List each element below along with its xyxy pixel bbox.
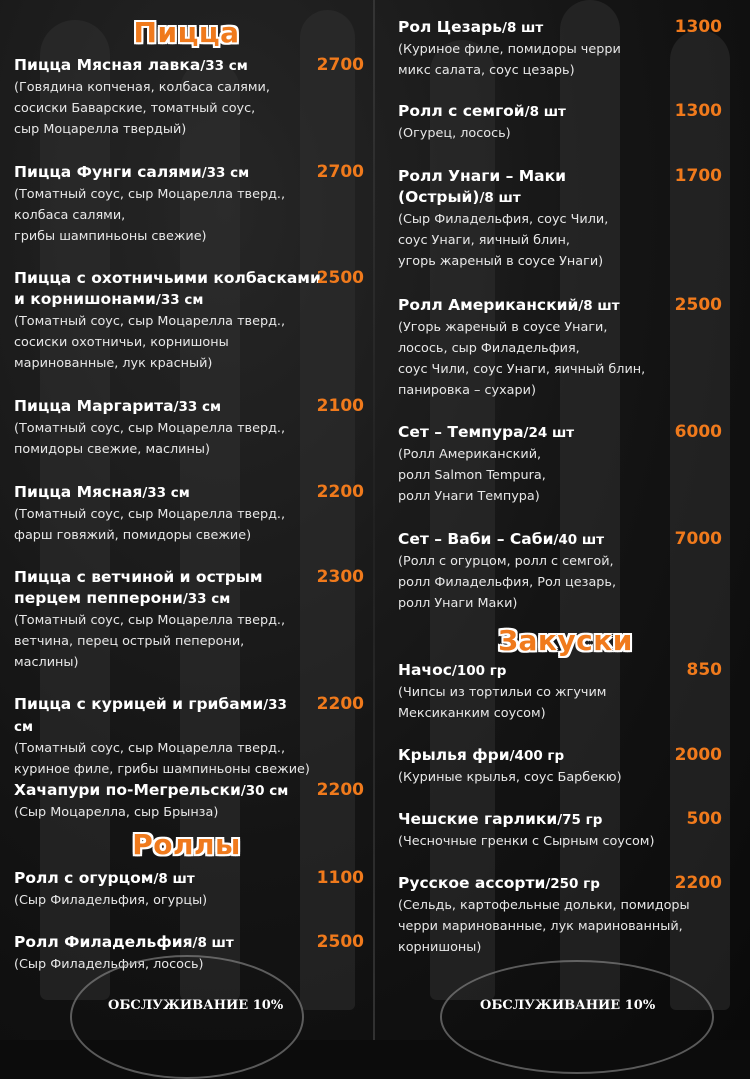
item-desc-line: куриное филе, грибы шампиньоны свежие) [14,762,310,777]
service-charge-right: ОБСЛУЖИВАНИЕ 10% [480,998,656,1013]
item-desc-line: маслины) [14,655,79,670]
item-price: 2000 [674,745,722,765]
item-desc-line: лосось, сыр Филадельфия, [398,341,580,356]
item-desc-line: ветчина, перец острый пеперони, [14,634,245,649]
menu-item [14,694,364,780]
item-price: 2300 [316,567,364,587]
item-unit: /8 шт [192,935,234,951]
item-desc-line: ролл Унаги Темпура) [398,489,540,504]
item-unit: /33 см [142,485,190,501]
item-desc-line: Мексиканким соусом) [398,706,546,721]
item-price: 2500 [316,932,364,952]
item-name: Крылья фри [398,746,510,764]
item-name: Ролл Филадельфия [14,933,193,951]
item-name: Русское ассорти [398,874,546,892]
item-unit: /75 гр [557,812,603,828]
item-desc-line: (Куриное филе, помидоры черри [398,42,621,57]
item-desc-line: колбаса салями, [14,208,126,223]
menu-item [14,780,364,823]
item-desc-line: (Томатный соус, сыр Моцарелла тверд., [14,741,286,756]
item-name: Сет – Темпура [398,423,524,441]
menu-item [398,745,722,788]
item-desc-line: угорь жареный в соусе Унаги) [398,254,604,269]
menu-item [14,268,364,374]
item-unit: /8 шт [578,298,620,314]
item-desc-line: корнишоны) [398,940,482,955]
item-desc-line: (Томатный соус, сыр Моцарелла тверд., [14,421,286,436]
item-desc-line: (Куриные крылья, соус Барбекю) [398,770,622,785]
item-desc-line: (Сыр Моцарелла, сыр Брынза) [14,805,219,820]
item-unit: /8 шт [479,190,521,206]
section-title-pizza: Пицца [133,16,240,49]
item-price: 1700 [674,166,722,186]
item-desc-line: (Сыр Филадельфия, соус Чили, [398,212,609,227]
item-unit: /33 см [182,591,231,607]
item-name: Пицца Мясная [14,483,143,501]
item-desc-line: (Чипсы из тортильи со жгучим [398,685,607,700]
menu-item [14,482,364,546]
item-name: Хачапури по-Мегрельски [14,781,241,799]
item-price: 6000 [674,422,722,442]
item-unit: /8 шт [502,20,544,36]
item-price: 2700 [316,162,364,182]
item-desc-line: ролл Филадельфия, Рол цезарь, [398,575,617,590]
item-unit: /8 шт [524,104,566,120]
item-name: Сет – Ваби – Саби [398,530,554,548]
item-desc-line: грибы шампиньоны свежие) [14,229,207,244]
item-desc-line: (Чесночные гренки с Сырным соусом) [398,834,655,849]
menu-item [398,17,722,81]
item-desc-line: ролл Salmon Tempura, [398,468,546,483]
menu-item [398,529,722,614]
item-unit: /8 шт [153,871,195,887]
item-desc-line: черри маринованные, лук маринованный, [398,919,683,934]
column-divider [373,0,375,1040]
service-charge-left: ОБСЛУЖИВАНИЕ 10% [108,998,284,1013]
item-name: Чешские гарлики [398,810,558,828]
item-desc-line: (Говядина копченая, колбаса салями, [14,80,270,95]
item-unit: /33 см [200,58,248,74]
item-price: 2200 [316,780,364,800]
item-desc-line: (Томатный соус, сыр Моцарелла тверд., [14,613,286,628]
item-desc-line: сосиски охотничьи, корнишоны [14,335,229,350]
item-desc-line: (Томатный соус, сыр Моцарелла тверд., [14,507,286,522]
item-desc-line: (Угорь жареный в соусе Унаги, [398,320,608,335]
item-name: Пицца Мясная лавка [14,56,201,74]
menu-item [14,396,364,460]
item-price: 2200 [674,873,722,893]
menu-item [398,422,722,507]
item-desc-line: соус Чили, соус Унаги, яичный блин, [398,362,646,377]
item-name: Ролл с огурцом [14,869,154,887]
item-unit: /24 шт [523,425,575,441]
menu-item [398,101,722,144]
item-unit: /100 гр [451,663,507,679]
item-desc-line: (Ролл с огурцом, ролл с семгой, [398,554,614,569]
item-name: Пицца Маргарита [14,397,174,415]
item-desc-line: помидоры свежие, маслины) [14,442,210,457]
pizza-illustration [70,955,304,1079]
menu-item [398,295,722,401]
menu-item [398,166,722,272]
item-price: 1300 [674,17,722,37]
item-unit: /33 см [155,292,204,308]
item-unit: /250 гр [545,876,600,892]
item-price: 7000 [674,529,722,549]
item-name: Пицца Фунги салями [14,163,202,181]
item-name: Ролл Унаги – Маки (Острый) [398,167,566,206]
item-name: Пицца с курицей и грибами [14,695,264,713]
item-price: 1300 [674,101,722,121]
item-name: Ролл с семгой [398,102,525,120]
menu-item [398,873,722,958]
item-desc-line: соус Унаги, яичный блин, [398,233,570,248]
item-desc-line: маринованные, лук красный) [14,356,213,371]
item-name: Пицца с ветчиной и острым перцем пепперони [14,568,263,607]
item-name: Пицца с охотничьими колбасками и корнишонами [14,269,321,308]
item-name: Начос [398,661,452,679]
item-price: 1100 [316,868,364,888]
item-unit: /33 см [173,399,222,415]
item-price: 2200 [316,482,364,502]
section-title-snacks: Закуски [498,624,633,657]
menu-item [14,55,364,140]
item-price: 500 [686,809,722,829]
item-name: Ролл Американский [398,296,579,314]
item-unit: /33 см [201,165,250,181]
item-price: 2100 [316,396,364,416]
item-unit: /30 см [240,783,289,799]
item-unit: /40 шт [553,532,605,548]
item-desc-line: (Сыр Филадельфия, огурцы) [14,893,208,908]
item-desc-line: (Томатный соус, сыр Моцарелла тверд., [14,314,286,329]
item-unit: /33 см [14,697,287,735]
item-desc-line: (Сыр Филадельфия, лосось) [14,957,204,972]
item-name: Рол Цезарь [398,18,503,36]
item-desc-line: микс салата, соус цезарь) [398,63,575,78]
item-price: 2500 [674,295,722,315]
menu-item [398,809,722,852]
item-desc-line: (Томатный соус, сыр Моцарелла тверд., [14,187,286,202]
item-price: 2200 [316,694,364,714]
item-price: 850 [686,660,722,680]
item-desc-line: (Огурец, лосось) [398,126,511,141]
platter-illustration [440,960,714,1074]
menu-item [398,660,722,724]
item-price: 2500 [316,268,364,288]
menu-item [14,162,364,247]
item-price: 2700 [316,55,364,75]
item-desc-line: сосиски Баварские, томатный соус, [14,101,256,116]
item-desc-line: панировка – сухари) [398,383,536,398]
menu-item [14,868,364,911]
menu-item [14,567,364,673]
item-desc-line: (Ролл Американский, [398,447,542,462]
section-title-rolls: Роллы [132,828,241,861]
item-desc-line: ролл Унаги Маки) [398,596,518,611]
item-unit: /400 гр [509,748,565,764]
item-desc-line: (Сельдь, картофельные дольки, помидоры [398,898,690,913]
item-desc-line: фарш говяжий, помидоры свежие) [14,528,252,543]
item-desc-line: сыр Моцарелла твердый) [14,122,187,137]
